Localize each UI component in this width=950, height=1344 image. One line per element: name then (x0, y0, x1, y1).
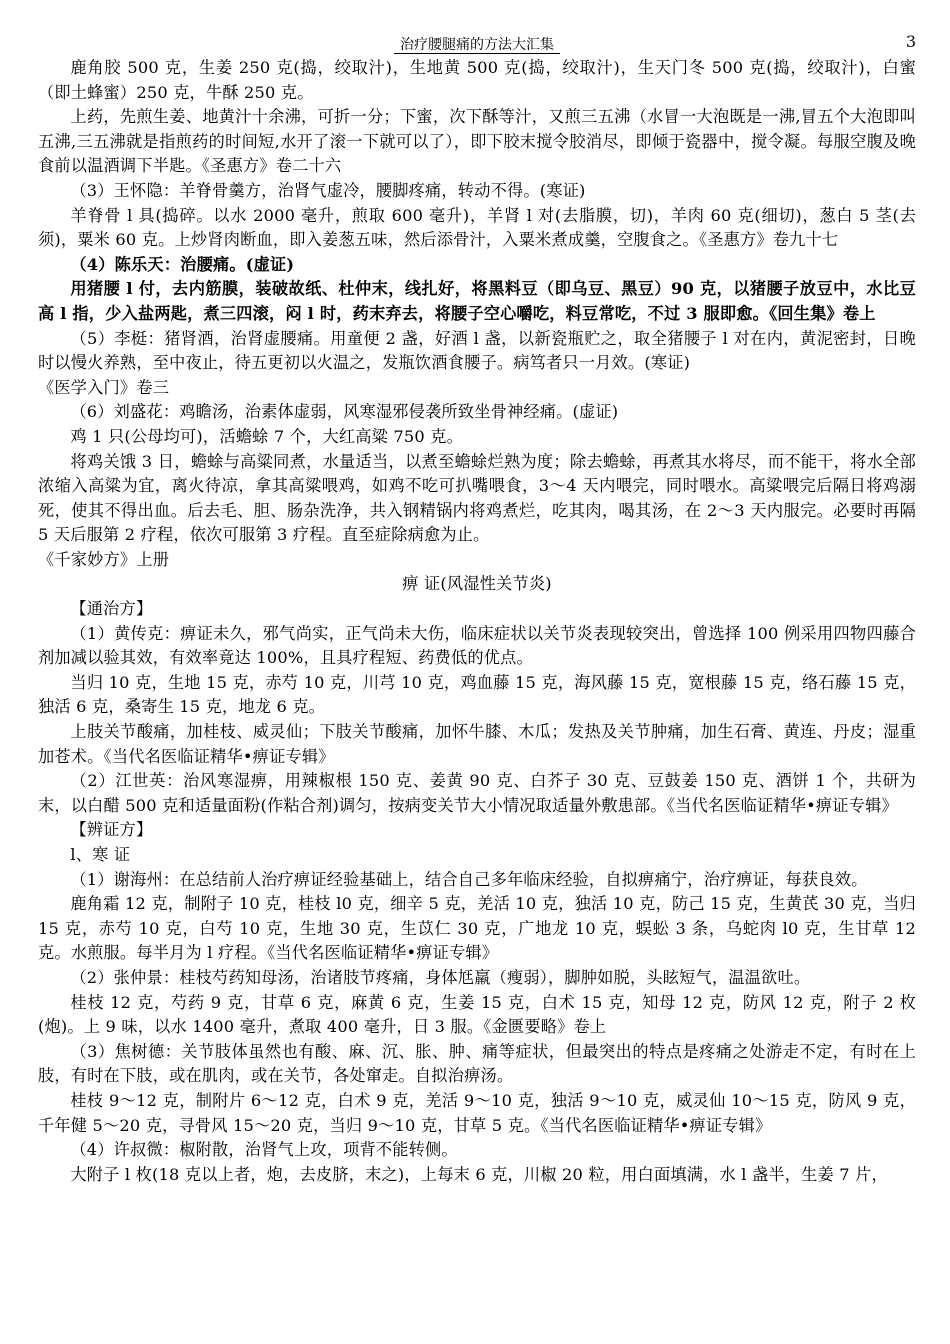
page-number: 3 (905, 32, 916, 51)
paragraph: 鸡 1 只(公母均可)，活蟾蜍 7 个，大红高粱 750 克。 (70, 426, 463, 446)
recipe-heading: （4）许叔微：椒附散，治肾气上攻，项背不能转侧。 (70, 1140, 458, 1160)
paragraph: （5）李梃：猪肾酒，治肾虚腰痛。用童便 2 盏，好酒 l 盏，以新瓷瓶贮之，取全猪腰子 l 对在内，黄泥密封，日晚时以慢火养熟，至中夜止，待五更初以火温之，发瓶饮酒食腰子。病笃者只一月效。(寒证) (38, 328, 916, 373)
category-heading: l、寒 证 (70, 845, 131, 864)
recipe-heading: （6）刘盛花：鸡瞻汤，治素体虚弱，风寒湿邪侵袭所致坐骨神经痛。(虚证) (70, 402, 619, 422)
recipe-heading: （3）王怀隐：羊脊骨羹方，治肾气虚冷，腰脚疼痛，转动不得。(寒证) (70, 180, 586, 200)
paragraph: 鹿角霜 12 克，制附子 10 克，桂枝 l0 克，细辛 5 克，羌活 10 克，独活 10 克，防己 15 克，生黄芪 30 克，当归 15 克，赤芍 10 克，白芍 10 克，生地 30 克，生苡仁 30 克，广地龙 10 克，蜈蚣 3 条，乌蛇肉 l0 克，生甘草 12 克。水煎服。每半月为 l 疗程。《当代名医临证精华•痹证专辑》 (38, 894, 916, 963)
recipe-heading: （2）张仲景：桂枝芍药知母汤，治诸肢节疼痛，身体尪羸（瘦弱），脚肿如脱，头眩短气，温温欲吐。 (70, 967, 811, 987)
header-title: 治疗腰腿痛的方法大汇集 (394, 37, 560, 54)
source-citation: 《医学入门》卷三 (38, 377, 170, 397)
paragraph: 将鸡关饿 3 日，蟾蜍与高粱同煮，水量适当，以煮至蟾蜍烂熟为度；除去蟾蜍，再煮其水将尽，而不能干，将水全部浓缩入高粱为宜，离火待凉，拿其高粱喂鸡，如鸡不吃可扒嘴喂食，3～4 天内喂完，同时喂水。高粱喂完后隔日将鸡溺死，使其不得出血。后去毛、胆、肠杂洗净，共入钢精锅内将鸡煮烂，吃其肉，喝其汤，在 2～3 天内服完。必要时再隔 5 天后服第 2 疗程，依次可服第 3 疗程。直至症除病愈为止。 (38, 451, 916, 545)
paragraph: 上药，先煎生姜、地黄汁十余沸，可折一分；下蜜，次下酥等汁，又煎三五沸（水冒一大泡既是一沸,冒五个大泡即叫五沸,三五沸就是指煎药的时间短,水开了滚一下就可以了），即下胶末搅令胶消尽，即倾于瓷器中，搅令凝。每服空腹及晚食前以温酒调下半匙。《圣惠方》卷二十六 (38, 107, 916, 176)
paragraph-bold: 用猪腰 l 付，去内筋膜，装破故纸、杜仲末，线扎好，将黑料豆（即乌豆、黑豆）90 克，以猪腰子放豆中，水比豆高 l 指，少入盐两匙，煮三四滚，闷 l 时，药末弃去，将腰子空心嚼吃，料豆常吃，不过 3 服即愈。《回生集》卷上 (38, 279, 916, 323)
page-header (38, 30, 916, 56)
paragraph: 羊脊骨 l 具(捣碎。以水 2000 毫升，煎取 600 毫升)，羊肾 l 对(去脂膜，切)，羊肉 60 克(细切)，葱白 5 茎(去须)，粟米 60 克。上炒肾肉断血，即入姜葱五味，然后添骨汁，入粟米煮成羹，空腹食之。《圣惠方》卷九十七 (38, 205, 916, 250)
paragraph: 上肢关节酸痛，加桂枝、威灵仙；下肢关节酸痛，加怀牛膝、木瓜；发热及关节肿痛，加生石膏、黄连、丹皮；湿重加苍术。《当代名医临证精华•痹证专辑》 (38, 722, 916, 766)
paragraph: 大附子 l 枚(18 克以上者，炮，去皮脐，末之)，上每末 6 克，川椒 20 粒，用白面填满，水 l 盏半，生姜 7 片， (70, 1164, 888, 1184)
paragraph: 桂枝 12 克，芍药 9 克，甘草 6 克，麻黄 6 克，生姜 15 克，白术 15 克，知母 12 克，防风 12 克，附子 2 枚(炮)。上 9 味，以水 1400 毫升，煮取 400 毫升，日 3 服。《金匮要略》卷上 (38, 992, 916, 1037)
document-page (38, 30, 916, 1187)
recipe-heading: （1）黄传克：痹证未久，邪气尚实，正气尚未大伤，临床症状以关节炎表现较突出，曾选择 100 例采用四物四藤合剂加减以验其效，有效率竟达 100%，且具疗程短、药费低的优点。 (38, 623, 916, 668)
paragraph: 当归 10 克，生地 15 克，赤芍 10 克，川芎 10 克，鸡血藤 15 克，海风藤 15 克，宽根藤 15 克，络石藤 15 克，独活 6 克，桑寄生 15 克，地龙 6 克。 (38, 672, 916, 717)
subsection-heading: 【辨证方】 (70, 820, 153, 840)
recipe-heading: （3）焦树德：关节肢体虽然也有酸、麻、沉、胀、肿、痛等症状，但最突出的特点是疼痛之处游走不定，有时在上肢，有时在下肢，或在肌肉，或在关节，各处窜走。自拟治痹汤。 (38, 1041, 916, 1086)
recipe-heading: （2）江世英：治风寒湿痹，用辣椒根 150 克、姜黄 90 克、白芥子 30 克、豆鼓姜 150 克、酒饼 1 个，共研为末，以白醋 500 克和适量面粉(作粘合剂)调匀，按病变关节大小情况取适量外敷患部。《当代名医临证精华•痹证专辑》 (38, 771, 916, 815)
paragraph: 鹿角胶 500 克，生姜 250 克(捣，绞取汁)，生地黄 500 克(捣，绞取汁)，生天门冬 500 克(捣，绞取汁)，白蜜（即土蜂蜜）250 克，牛酥 250 克。 (38, 58, 916, 102)
source-citation: 《千家妙方》上册 (38, 549, 170, 569)
paragraph: 桂枝 9～12 克，制附片 6～12 克，白术 9 克，羌活 9～10 克，独活 9～10 克，威灵仙 10～15 克，防风 9 克，千年健 5～20 克，寻骨风 15～20 克，当归 9～10 克，甘草 5 克。《当代名医临证精华•痹证专辑》 (38, 1090, 916, 1135)
recipe-heading: （1）谢海州：在总结前人治疗痹证经验基础上，结合自己多年临床经验，自拟痹痛宁，治疗痹证，每获良效。 (70, 869, 868, 889)
section-title: 痹 证(风湿性关节炎) (402, 574, 552, 594)
recipe-heading-bold: （4）陈乐天：治腰痛。(虚证) (70, 254, 295, 274)
subsection-heading: 【通治方】 (70, 599, 153, 619)
